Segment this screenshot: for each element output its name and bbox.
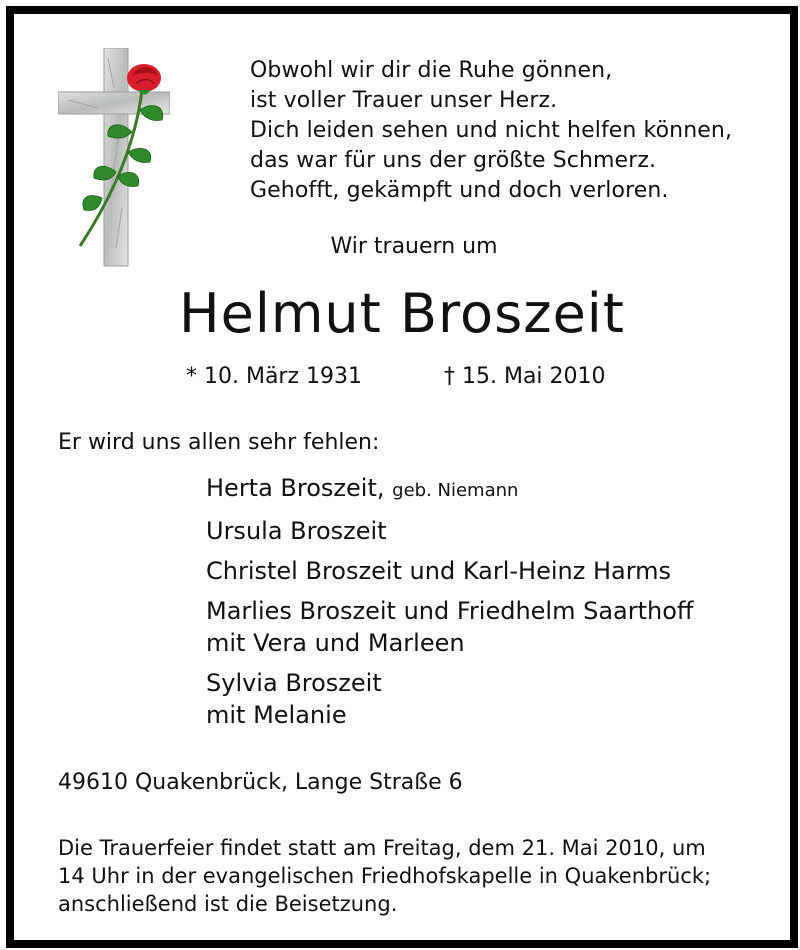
maiden-name: geb. Niemann [392, 480, 519, 501]
missed-statement: Er wird uns allen sehr fehlen: [58, 430, 380, 455]
intro-line [14, 234, 790, 259]
rose-icon [127, 64, 161, 95]
mourner-name: Marlies Broszeit und Friedhelm Saarthoff [206, 597, 694, 625]
mourner-name: Herta Broszeit, [206, 474, 385, 502]
mourner-entry [206, 555, 693, 587]
family-address: 49610 Quakenbrück, Lange Straße 6 [58, 770, 463, 795]
mourner-name: Christel Broszeit und Karl-Heinz Harms [206, 557, 672, 585]
service-line: anschließend ist die Beisetzung. [58, 892, 398, 916]
poem [250, 56, 732, 206]
intro-text: Wir trauern um [330, 234, 498, 259]
poem-line: ist voller Trauer unser Herz. [250, 88, 558, 113]
obituary-frame [6, 6, 798, 948]
poem-line: Gehofft, gekämpft und doch verloren. [250, 178, 669, 203]
mourner-name: Sylvia Broszeit [206, 669, 382, 697]
birth-date: * 10. März 1931 [186, 364, 363, 389]
mourner-entry [206, 515, 693, 547]
poem-line: Dich leiden sehen und nicht helfen können, [250, 118, 733, 143]
mourner-name-continued: mit Melanie [206, 701, 347, 729]
service-line: Die Trauerfeier findet statt am Freitag, dem 21. Mai 2010, um [58, 836, 706, 860]
mourner-entry [206, 667, 693, 731]
mourner-entry [206, 595, 693, 659]
mourner-name: Ursula Broszeit [206, 517, 387, 545]
mourner-entry [206, 472, 693, 507]
mourners-list [206, 472, 693, 739]
funeral-service-info [58, 834, 711, 918]
service-line: 14 Uhr in der evangelischen Friedhofskapelle in Quakenbrück; [58, 864, 712, 888]
mourner-name-continued: mit Vera und Marleen [206, 629, 465, 657]
poem-line: das war für uns der größte Schmerz. [250, 148, 657, 173]
deceased-name: Helmut Broszeit [179, 282, 625, 345]
poem-line: Obwohl wir dir die Ruhe gönnen, [250, 58, 613, 83]
death-date: † 15. Mai 2010 [444, 364, 606, 389]
